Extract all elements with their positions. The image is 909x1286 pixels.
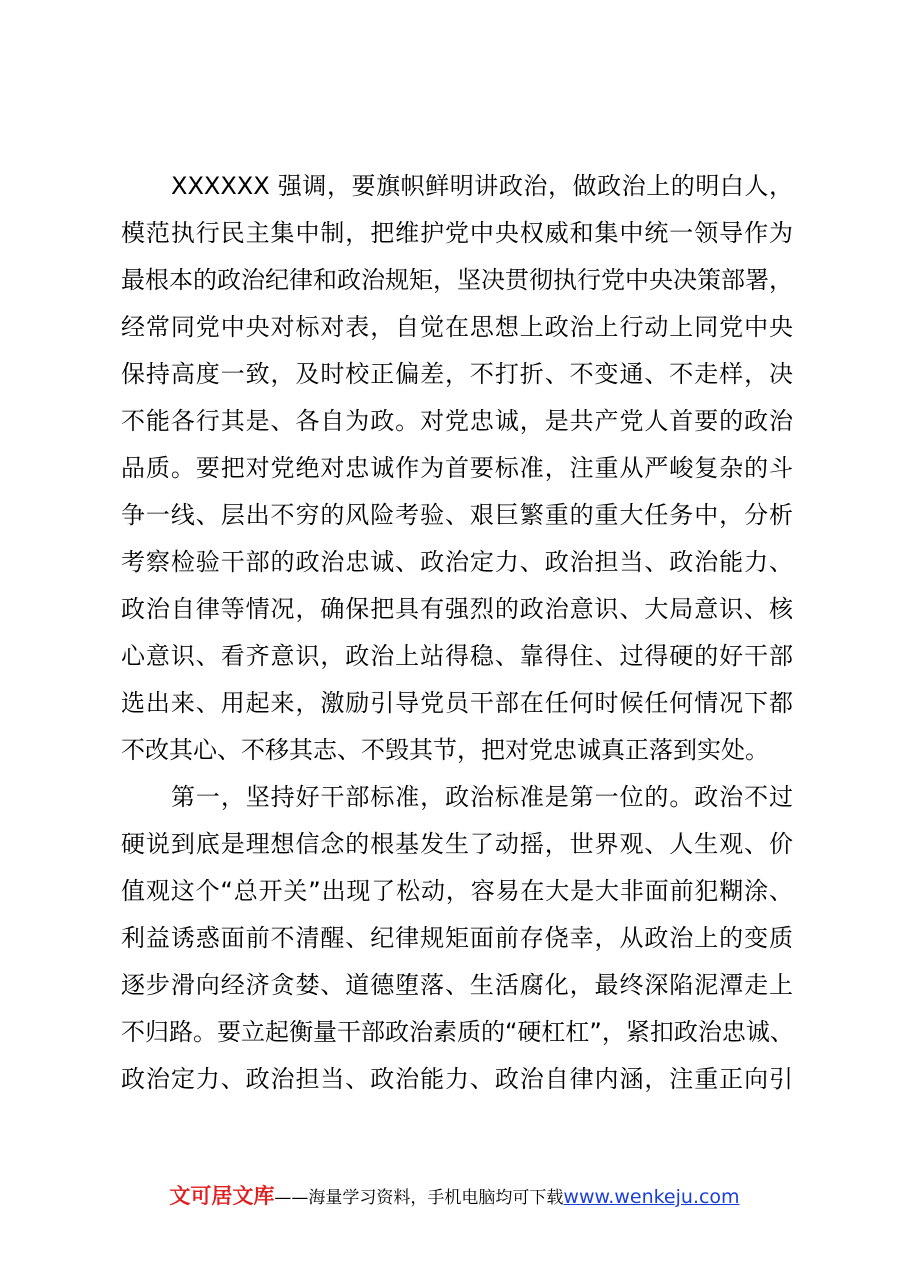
footer-tagline: ——海量学习资料，手机电脑均可下载 bbox=[274, 1188, 564, 1208]
paragraph-1-line-2: 模范执行民主集中制，把维护党中央权威和集中统一领导作为 bbox=[121, 219, 793, 247]
paragraph-1-line-12: 选出来、用起来，激励引导党员干部在任何时候任何情况下都 bbox=[121, 689, 793, 717]
paragraph-1-line-3: 最根本的政治纪律和政治规矩，坚决贯彻执行党中央决策部署， bbox=[121, 266, 793, 294]
paragraph-1-line-4: 经常同党中央对标对表，自觉在思想上政治上行动上同党中央 bbox=[121, 313, 793, 341]
paragraph-2-line-5: 逐步滑向经济贪婪、道德堕落、生活腐化，最终深陷泥潭走上 bbox=[121, 971, 793, 999]
paragraph-2-line-2: 硬说到底是理想信念的根基发生了动摇，世界观、人生观、价 bbox=[121, 830, 793, 858]
paragraph-2-line-4: 利益诱惑面前不清醒、纪律规矩面前存侥幸，从政治上的变质 bbox=[121, 924, 793, 952]
paragraph-2-line-3: 值观这个“总开关”出现了松动，容易在大是大非面前犯糊涂、 bbox=[121, 877, 793, 905]
footer-brand-name: 文可居文库 bbox=[169, 1184, 275, 1208]
document-body bbox=[121, 163, 793, 1103]
paragraph-1-line-7: 品质。要把对党绝对忠诚作为首要标准，注重从严峻复杂的斗 bbox=[121, 454, 793, 482]
paragraph-1-line-13: 不改其心、不移其志、不毁其节，把对党忠诚真正落到实处。 bbox=[121, 736, 769, 764]
paragraph-1-line-9: 考察检验干部的政治忠诚、政治定力、政治担当、政治能力、 bbox=[121, 548, 793, 576]
paragraph-1-line-1: XXXXXX 强调，要旗帜鲜明讲政治，做政治上的明白人， bbox=[171, 172, 793, 200]
paragraph-2-line-7: 政治定力、政治担当、政治能力、政治自律内涵，注重正向引 bbox=[121, 1065, 793, 1093]
paragraph-1-line-6: 不能各行其是、各自为政。对党忠诚，是共产党人首要的政治 bbox=[121, 407, 793, 435]
paragraph-2-line-1: 第一，坚持好干部标准，政治标准是第一位的。政治不过 bbox=[171, 783, 793, 811]
paragraph-1-line-10: 政治自律等情况，确保把具有强烈的政治意识、大局意识、核 bbox=[121, 595, 793, 623]
page-footer bbox=[0, 1180, 909, 1210]
paragraph-1-line-11: 心意识、看齐意识，政治上站得稳、靠得住、过得硬的好干部 bbox=[121, 642, 793, 670]
paragraph-1-line-5: 保持高度一致，及时校正偏差，不打折、不变通、不走样，决 bbox=[121, 360, 793, 388]
paragraph-1-line-8: 争一线、层出不穷的风险考验、艰巨繁重的重大任务中，分析 bbox=[121, 501, 793, 529]
paragraph-2-line-6: 不归路。要立起衡量干部政治素质的“硬杠杠”，紧扣政治忠诚、 bbox=[121, 1018, 794, 1046]
footer-website-link[interactable]: www.wenkeju.com bbox=[563, 1186, 740, 1208]
